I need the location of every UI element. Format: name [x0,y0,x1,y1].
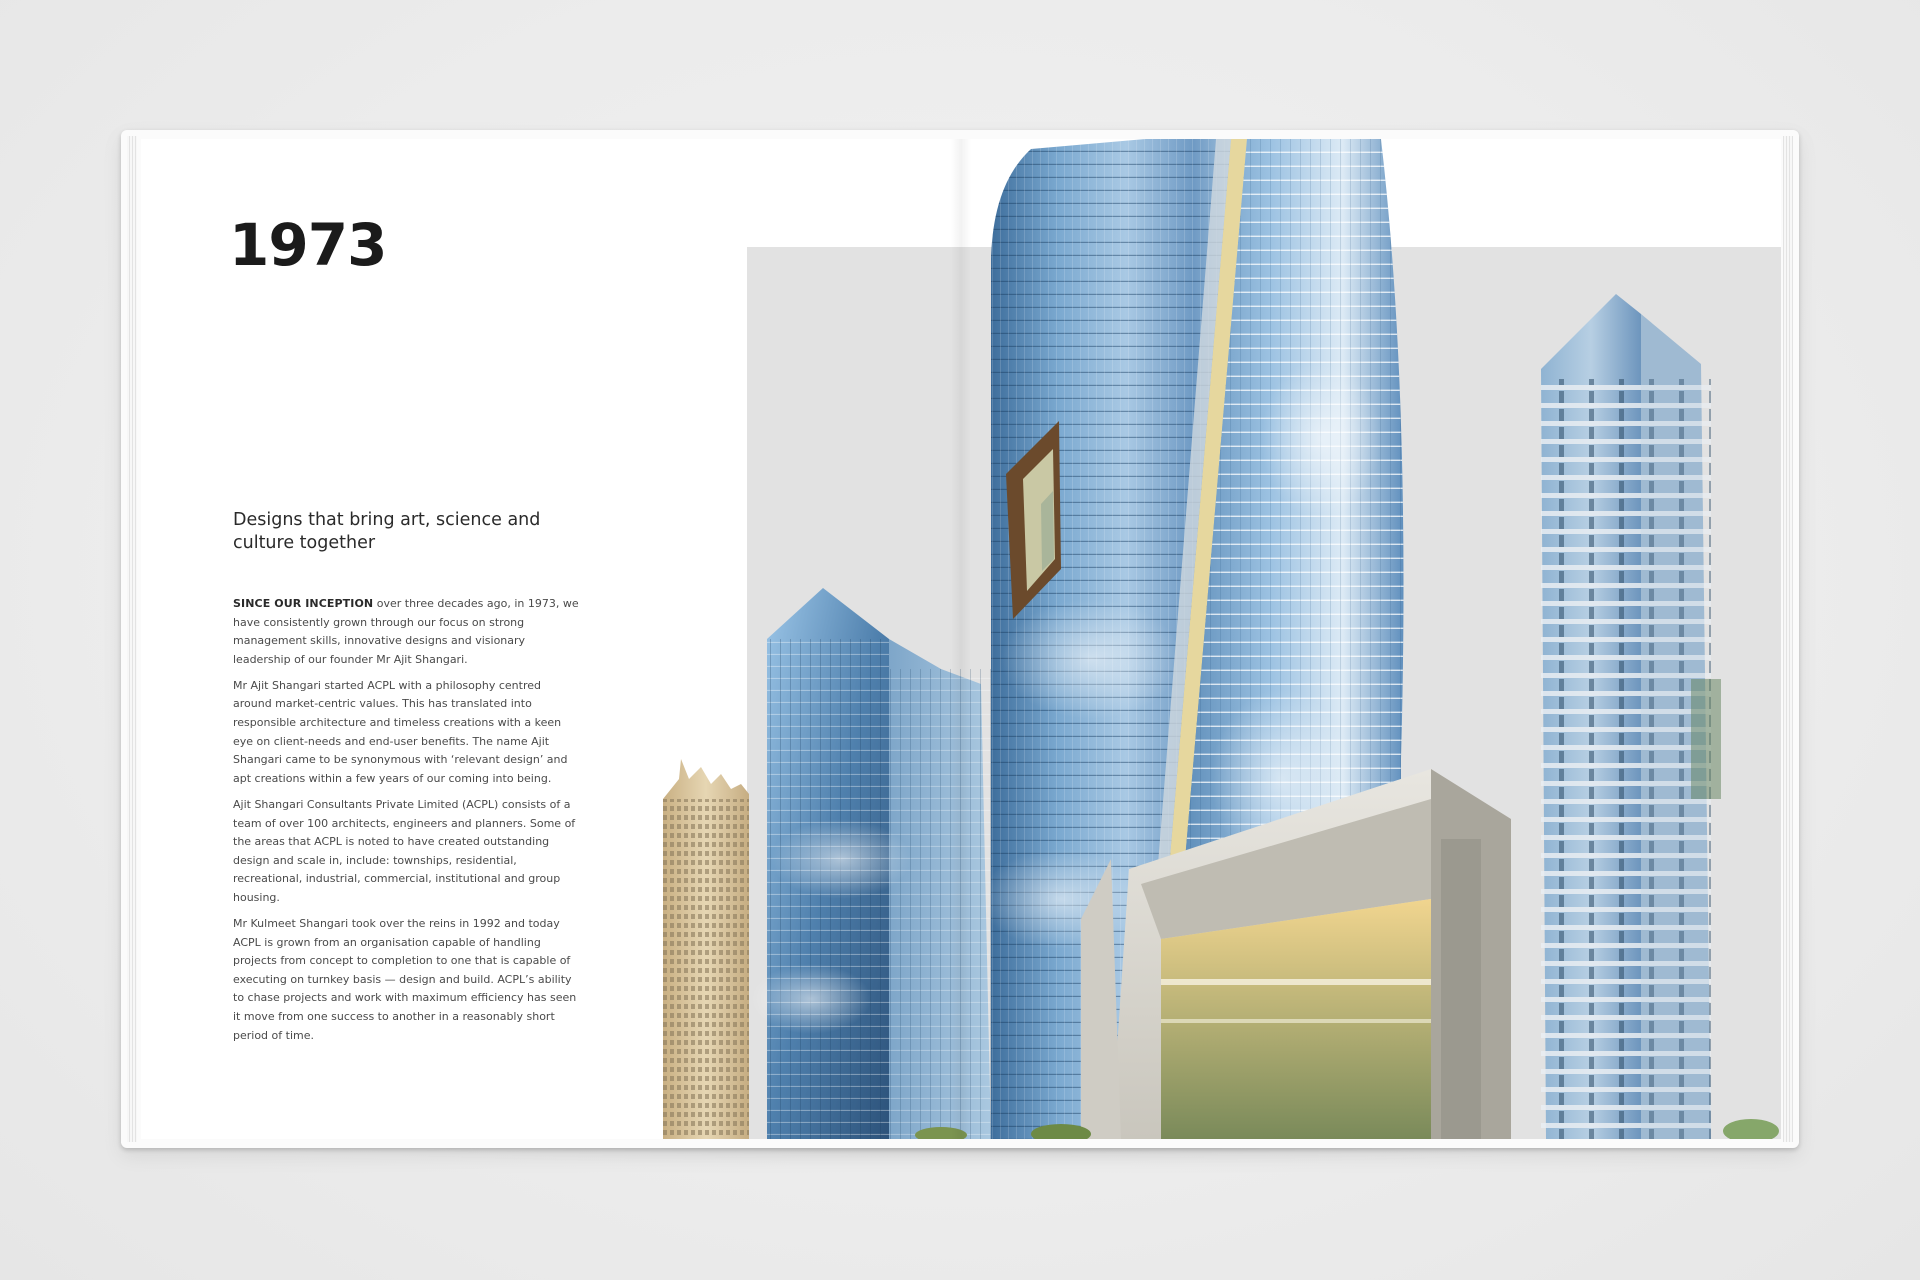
paragraph-lead: SINCE OUR INCEPTION [233,597,374,610]
paragraph-2: Mr Ajit Shangari started ACPL with a philosophy centred around market-centric values. This has translated into responsible architecture and timeless creations with a keen eye on client-needs and end-user benefits. The name Ajit Shangari came to be synonymous with ‘relevant design’ and apt creations within a few years of our coming into being. [233,678,568,785]
page-edges-right [1783,136,1793,1142]
spread-pages [141,139,1781,1139]
page-edges-left [127,136,137,1142]
paragraph-4: Mr Kulmeet Shangari took over the reins in 1992 and today ACPL is grown from an organisation capable of handling projects from concept to completion to one that is capable of executing on turnkey basis — design and build. ACPL’s ability to chase projects and work with maximum efficiency has seen it move from one success to another in a reasonably short period of time. [233,917,577,1042]
body-copy [233,595,583,1053]
brochure-spread [121,130,1799,1148]
year-heading: 1973 [229,211,387,279]
paragraph-1 [233,595,583,669]
paragraph-3: Ajit Shangari Consultants Private Limited (ACPL) consists of a team of over 100 architects, engineers and planners. Some of the areas that ACPL is noted to have created outstanding design and scale in, include: townships, residential, recreational, industrial, commercial, institutional and group housing. [233,797,576,904]
paragraph-text: over three decades ago, in 1973, we have consistently grown through our focus on strong management skills, innovative designs and visionary leadership of our founder Mr Ajit Shangari. [233,597,579,666]
spine-gutter [951,139,971,1139]
section-subtitle: Designs that bring art, science and culture together [233,510,541,553]
tower-rendering [641,139,1781,1139]
